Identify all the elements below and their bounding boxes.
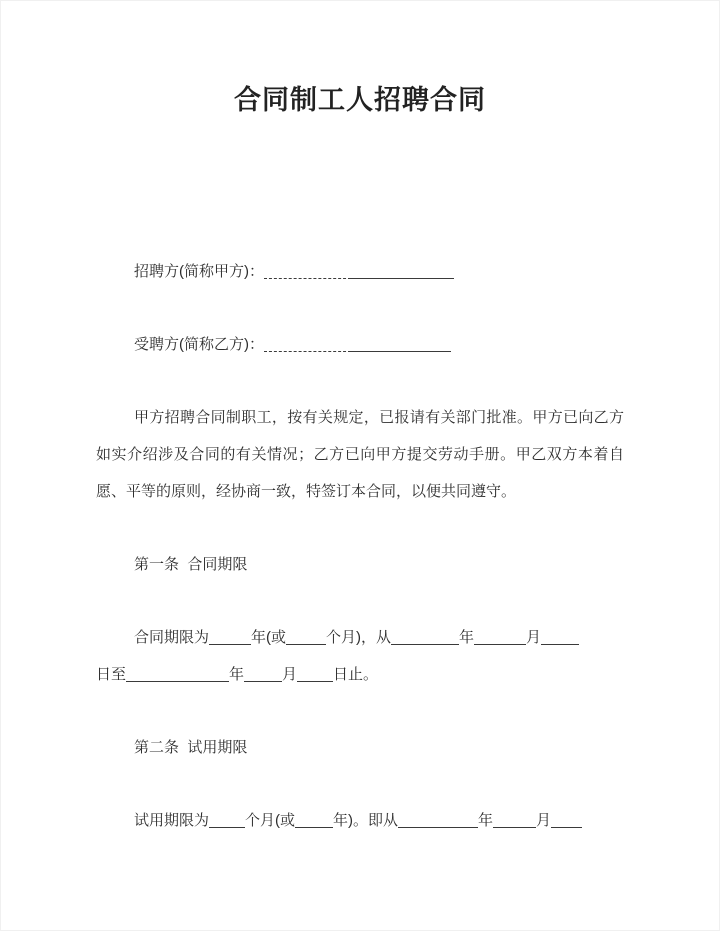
- fill-in-blank: [391, 630, 459, 645]
- fill-in-blank: [297, 667, 333, 682]
- party-b-line: 受聘方(简称乙方)：: [96, 326, 624, 363]
- fill-in-blank: [126, 667, 229, 682]
- article-1-heading: 第一条 合同期限: [134, 556, 248, 573]
- fill-in-blank: [264, 337, 351, 352]
- fill-in-blank: [264, 264, 351, 279]
- fill-in-blank: [551, 813, 582, 828]
- fill-in-blank: [286, 630, 326, 645]
- party-a-line: 招聘方(简称甲方)：: [96, 253, 624, 290]
- intro-paragraph: 甲方招聘合同制职工，按有关规定，已报请有关部门批准。甲方已向乙方如实介绍涉及合同的有关情况；乙方已向甲方提交劳动手册。甲乙双方本着自愿、平等的原则，经协商一致，特签订本合同，以便共同遵守。: [96, 409, 624, 500]
- article-1-body-line-2: 日至 年 月 日止。: [96, 666, 379, 683]
- article-1-body: [96, 619, 624, 693]
- fill-in-blank: [541, 630, 579, 645]
- article-1-body-line-1: 合同期限为 年(或 个月)，从 年 月: [96, 619, 624, 656]
- article-2-body: [96, 802, 624, 839]
- fill-in-blank: [351, 264, 454, 279]
- fill-in-blank: [398, 813, 478, 828]
- fill-in-blank: [493, 813, 536, 828]
- fill-in-blank: [295, 813, 333, 828]
- document-title: 合同制工人招聘合同: [234, 85, 486, 115]
- fill-in-blank: [351, 337, 451, 352]
- document-content: [1, 82, 719, 839]
- article-2-body-line-1: 试用期限为 个月(或 年)。即从 年 月: [96, 802, 624, 839]
- article-2-heading: 第二条 试用期限: [134, 739, 248, 756]
- fill-in-blank: [209, 813, 245, 828]
- fill-in-blank: [209, 630, 251, 645]
- fill-in-blank: [244, 667, 282, 682]
- fill-in-blank: [474, 630, 526, 645]
